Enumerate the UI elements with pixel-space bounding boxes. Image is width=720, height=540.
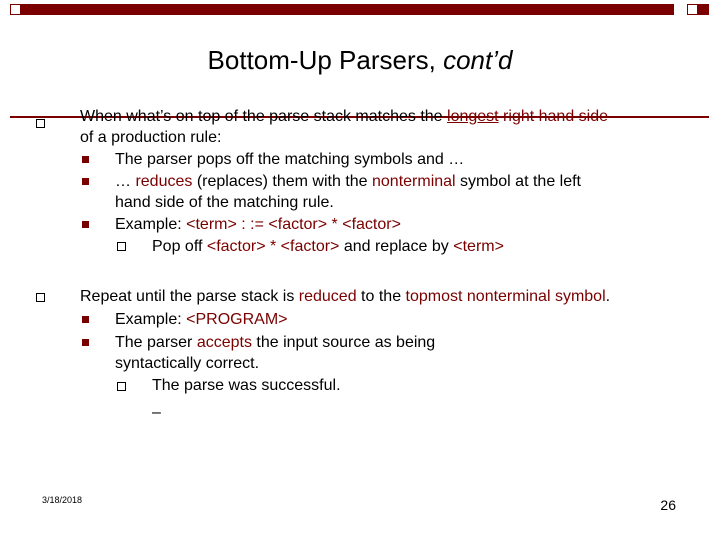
text-run: the input source as being [251,334,436,351]
text-run: … [115,173,136,190]
title-italic: cont’d [443,45,513,75]
hollow-square-bullet-icon [36,293,45,302]
text-run: Repeat until the parse stack is [80,288,299,305]
text-run: and replace by [339,238,454,255]
highlight-reduced: reduced [298,288,357,305]
bullet1-sub1: The parser pops off the matching symbols and … [115,151,465,168]
hollow-square-bullet-icon [117,382,126,391]
text-run: . [605,288,611,305]
grammar-symbol-term: <term> [453,238,504,255]
grammar-symbol-program: <PROGRAM> [186,311,288,328]
highlight-reduces: reduces [135,173,193,190]
highlight-longest: longest [447,108,499,125]
text-run: Example: [115,216,187,233]
title-main: Bottom-Up Parsers, [207,45,444,75]
grammar-symbols: <factor> * <factor> [206,238,340,255]
bullet1-subsub1 [152,236,504,257]
hollow-square-bullet-icon [36,119,45,128]
filled-square-bullet-icon [82,156,89,163]
text-run: to the [356,288,406,305]
bullet2-sub1 [115,309,288,330]
highlight-rhs: right hand side [498,108,609,125]
bullet2-sub2 [115,332,435,353]
bullet2-subsub1: The parse was successful. [152,377,341,394]
decor-square-left [10,4,21,15]
bullet1-sub2-line2: hand side of the matching rule. [115,194,334,211]
text-run: Example: [115,311,187,328]
text-run: Pop off [152,238,207,255]
bullet1-line1 [80,106,608,127]
filled-square-bullet-icon [82,316,89,323]
hollow-square-bullet-icon [117,242,126,251]
text-run: The parser [115,334,197,351]
bullet2-sub2-line2: syntactically correct. [115,355,260,372]
text-cursor: – [152,404,161,421]
bullet1-line2: of a production rule: [80,129,222,146]
highlight-topmost: topmost nonterminal symbol [405,288,606,305]
page-number: 26 [660,497,676,513]
highlight-nonterminal: nonterminal [372,173,456,190]
grammar-rule: <term> : := <factor> * <factor> [186,216,401,233]
slide-title [0,42,720,78]
bullet2-line1 [80,286,610,307]
text-run: symbol at the left [455,173,581,190]
footer-date: 3/18/2018 [42,495,83,505]
highlight-accepts: accepts [196,334,252,351]
decor-square-right [687,4,698,15]
text-run: When what’s on top of the parse stack matches the [80,108,448,125]
text-run: (replaces) them with the [192,173,372,190]
filled-square-bullet-icon [82,221,89,228]
header-bar-left [10,4,674,15]
bullet1-sub3 [115,214,401,235]
bullet1-sub2 [115,171,581,192]
filled-square-bullet-icon [82,339,89,346]
filled-square-bullet-icon [82,178,89,185]
